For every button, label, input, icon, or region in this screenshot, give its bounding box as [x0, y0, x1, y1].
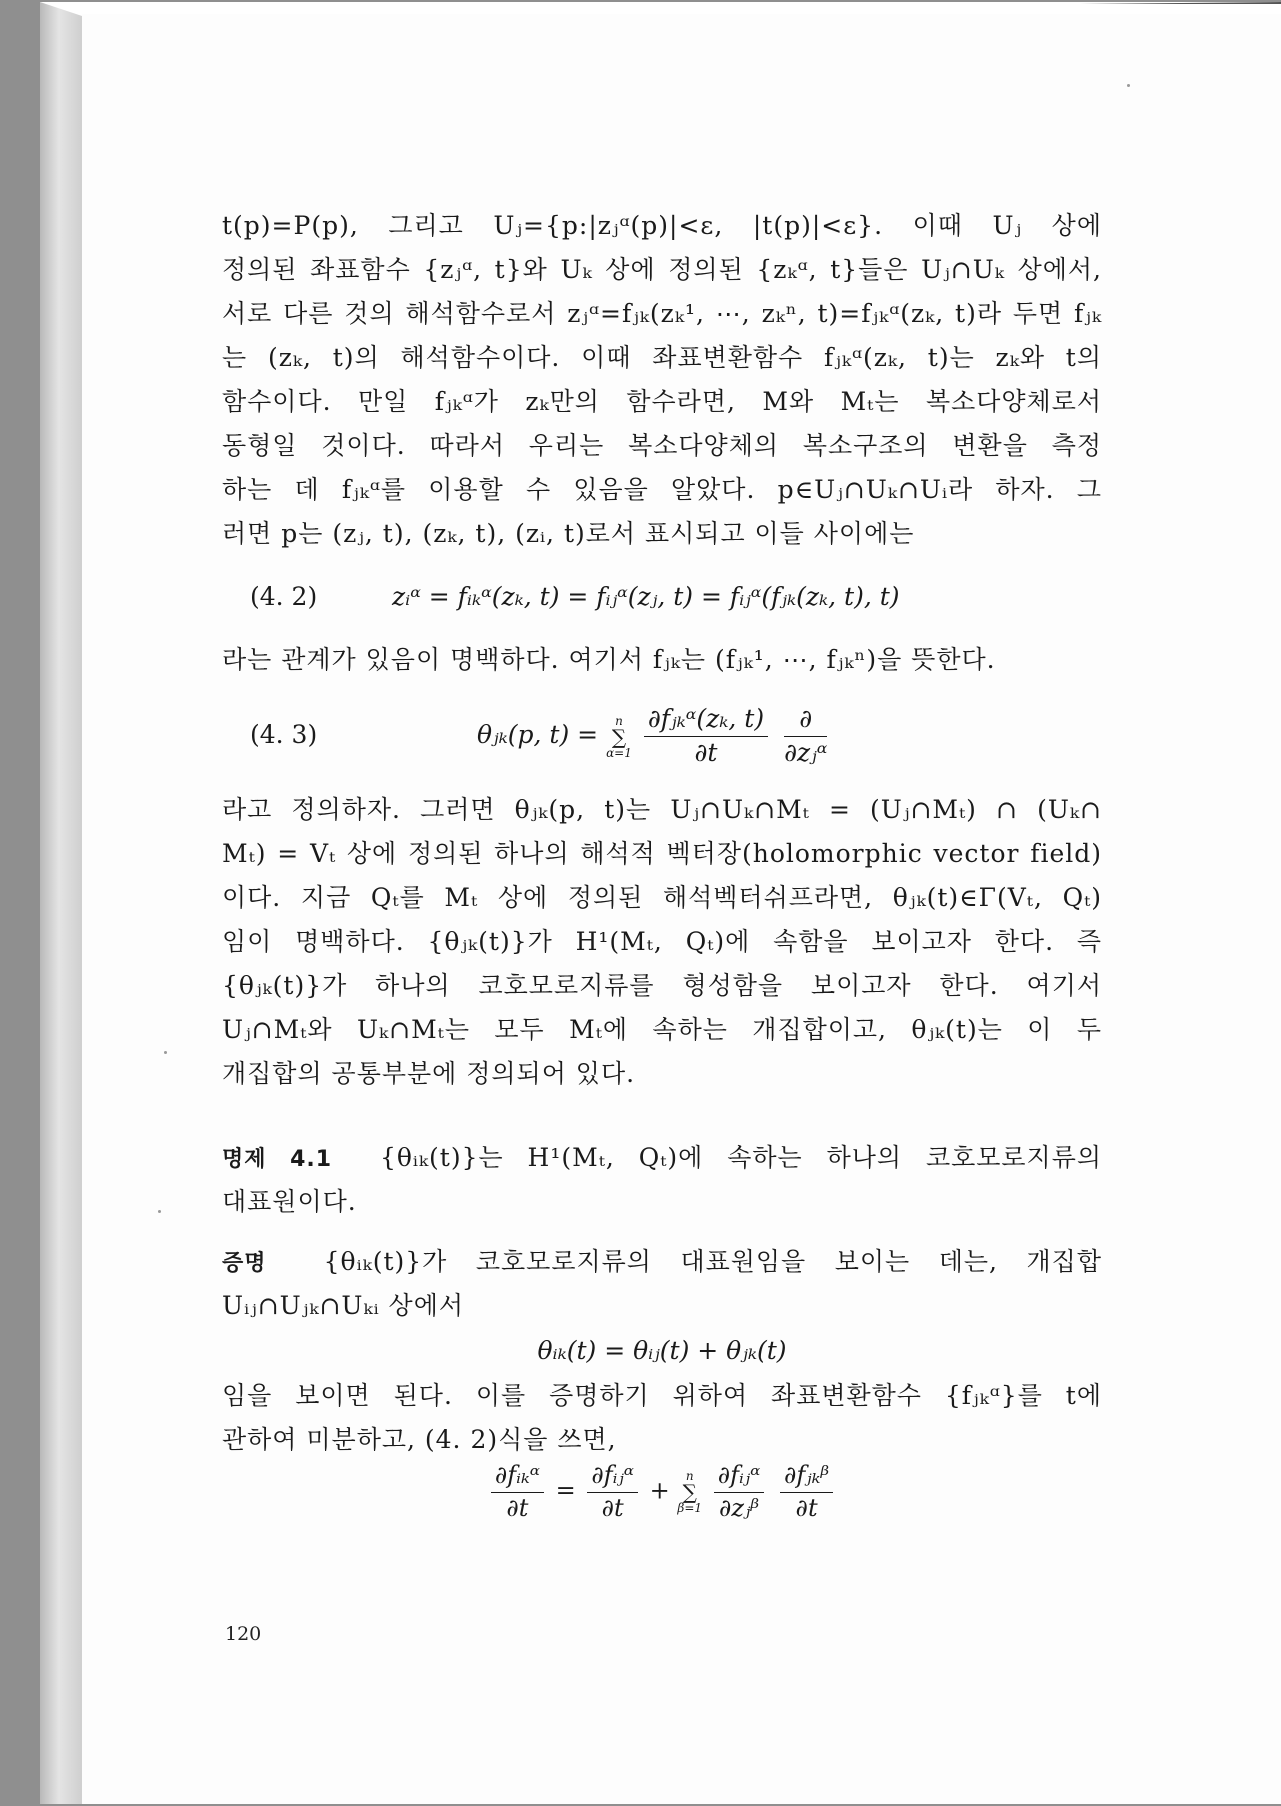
paragraph-2: [222, 788, 1102, 1096]
text-line: {θⱼₖ(t)}가 하나의 코호모로지류를 형성함을 보이고자 한다. 여기서: [222, 971, 1102, 1000]
page-body: [222, 204, 1102, 1522]
text-line: 관하여 미분하고, (4. 2)식을 쓰면,: [222, 1425, 617, 1454]
text-line: 동형일 것이다. 따라서 우리는 복소다양체의 복소구조의 변환을 측정: [222, 431, 1102, 460]
proposition-label: 명제 4.1: [222, 1147, 333, 1172]
equation-body: zᵢᵅ = fᵢₖᵅ(zₖ, t) = fᵢⱼᵅ(zⱼ, t) = fᵢⱼᵅ(fⱼₖ(zₖ, t), t): [392, 582, 900, 611]
equation-number: (4. 2): [250, 582, 318, 611]
paragraph-1: [222, 204, 1102, 556]
proof: [222, 1240, 1102, 1462]
speck: [1127, 84, 1130, 87]
text-line: Mₜ) = Vₜ 상에 정의된 하나의 해석적 벡터장(holomorphic vector field): [222, 839, 1102, 868]
text-line: 라는 관계가 있음이 명백하다. 여기서 fⱼₖ는 (fⱼₖ¹, ⋯, fⱼₖⁿ)을 뜻한다.: [222, 645, 996, 674]
denominator: ∂t: [506, 1493, 529, 1522]
sum-sign: ∑: [611, 724, 627, 749]
cocycle-equation: θᵢₖ(t) = θᵢⱼ(t) + θⱼₖ(t): [537, 1336, 787, 1365]
sum-lower: α=1: [606, 745, 632, 760]
equals-sign: =: [555, 1476, 576, 1505]
text-line: 러면 p는 (zⱼ, t), (zₖ, t), (zᵢ, t)로서 표시되고 이들 사이에는: [222, 519, 915, 548]
numerator: ∂fᵢₖᵅ: [491, 1462, 544, 1493]
proposition-4-1: [222, 1136, 1102, 1224]
text-line: 이다. 지금 Qₜ를 Mₜ 상에 정의된 해석벡터쉬프라면, θⱼₖ(t)∈Γ(Vₜ, Qₜ): [222, 883, 1102, 912]
text-line: 함수이다. 만일 fⱼₖᵅ가 zₖ만의 함수라면, M와 Mₜ는 복소다양체로서: [222, 387, 1102, 416]
numerator: ∂fⱼₖᵝ: [780, 1462, 833, 1493]
text-line: 는 (zₖ, t)의 해석함수이다. 이때 좌표변환함수 fⱼₖᵅ(zₖ, t)는 zₖ와 t의: [222, 343, 1102, 372]
sum-sign: ∑: [682, 1480, 697, 1505]
summation: [606, 715, 632, 759]
sum-upper: n: [685, 1469, 694, 1484]
equation-lhs: θⱼₖ(p, t) =: [477, 720, 599, 749]
numerator: ∂fᵢⱼᵅ: [714, 1462, 765, 1493]
equation-4-2: [222, 572, 1102, 622]
text-line: Uᵢⱼ∩Uⱼₖ∩Uₖᵢ 상에서: [222, 1291, 465, 1320]
book-spine: [40, 2, 82, 1804]
sum-upper: n: [615, 713, 623, 728]
denominator: ∂t: [694, 738, 718, 767]
plus-sign: +: [649, 1476, 670, 1505]
numerator: ∂fᵢⱼᵅ: [587, 1462, 638, 1493]
summation: [677, 1470, 702, 1514]
text-line: 하는 데 fⱼₖᵅ를 이용할 수 있음을 알았다. p∈Uⱼ∩Uₖ∩Uᵢ라 하자. 그: [222, 475, 1102, 504]
denominator: ∂t: [601, 1493, 624, 1522]
speck: [164, 1051, 167, 1054]
text-line: 라고 정의하자. 그러면 θⱼₖ(p, t)는 Uⱼ∩Uₖ∩Mₜ = (Uⱼ∩Mₜ) ∩ (Uₖ∩: [222, 795, 1102, 824]
text-line: 임을 보이면 된다. 이를 증명하기 위하여 좌표변환함수 {fⱼₖᵅ}를 t에: [222, 1381, 1102, 1410]
text-line: 임이 명백하다. {θⱼₖ(t)}가 H¹(Mₜ, Qₜ)에 속함을 보이고자 한다. 즉: [222, 927, 1102, 956]
denominator: ∂t: [795, 1493, 818, 1522]
text-line: 정의된 좌표함수 {zⱼᵅ, t}와 Uₖ 상에 정의된 {zₖᵅ, t}들은 Uⱼ∩Uₖ 상에서,: [222, 255, 1102, 284]
proof-text: {θᵢₖ(t)}가 코호모로지류의 대표원임을 보이는 데는, 개집합: [323, 1247, 1102, 1276]
fraction: [491, 1462, 544, 1522]
equation-body: [477, 698, 831, 772]
text-line: 대표원이다.: [222, 1187, 357, 1216]
numerator: ∂: [784, 705, 827, 737]
text-line: t(p)=P(p), 그리고 Uⱼ={p:|zⱼᵅ(p)|<ε, |t(p)|<ε}. 이때 Uⱼ 상에: [222, 211, 1102, 240]
denominator: ∂zⱼᵝ: [718, 1493, 760, 1522]
page-number: 120: [225, 1623, 262, 1645]
derivative-equation: [222, 1461, 1102, 1522]
fraction: [644, 705, 768, 768]
denominator: ∂zⱼᵅ: [784, 738, 828, 767]
numerator: ∂fⱼₖᵅ(zₖ, t): [644, 705, 768, 737]
sum-lower: β=1: [677, 1501, 703, 1516]
speck: [158, 1210, 161, 1213]
text-line: 서로 다른 것의 해석함수로서 zⱼᵅ=fⱼₖ(zₖ¹, ⋯, zₖⁿ, t)=fⱼₖᵅ(zₖ, t)라 두면 fⱼₖ: [222, 299, 1102, 328]
proof-label: 증명: [222, 1251, 267, 1276]
equation-number: (4. 3): [250, 720, 318, 749]
proposition-text: {θᵢₖ(t)}는 H¹(Mₜ, Qₜ)에 속하는 하나의 코호모로지류의: [379, 1143, 1102, 1172]
text-line: [222, 1240, 1102, 1284]
fraction: [714, 1462, 765, 1522]
fraction: [784, 705, 827, 768]
fraction: [587, 1462, 638, 1522]
text-line: [222, 1136, 1102, 1180]
equation-4-3: [222, 698, 1102, 772]
text-line: 개집합의 공통부분에 정의되어 있다.: [222, 1059, 636, 1088]
fraction: [780, 1462, 833, 1522]
text-line: Uⱼ∩Mₜ와 Uₖ∩Mₜ는 모두 Mₜ에 속하는 개집합이고, θⱼₖ(t)는 이 두: [222, 1015, 1102, 1044]
